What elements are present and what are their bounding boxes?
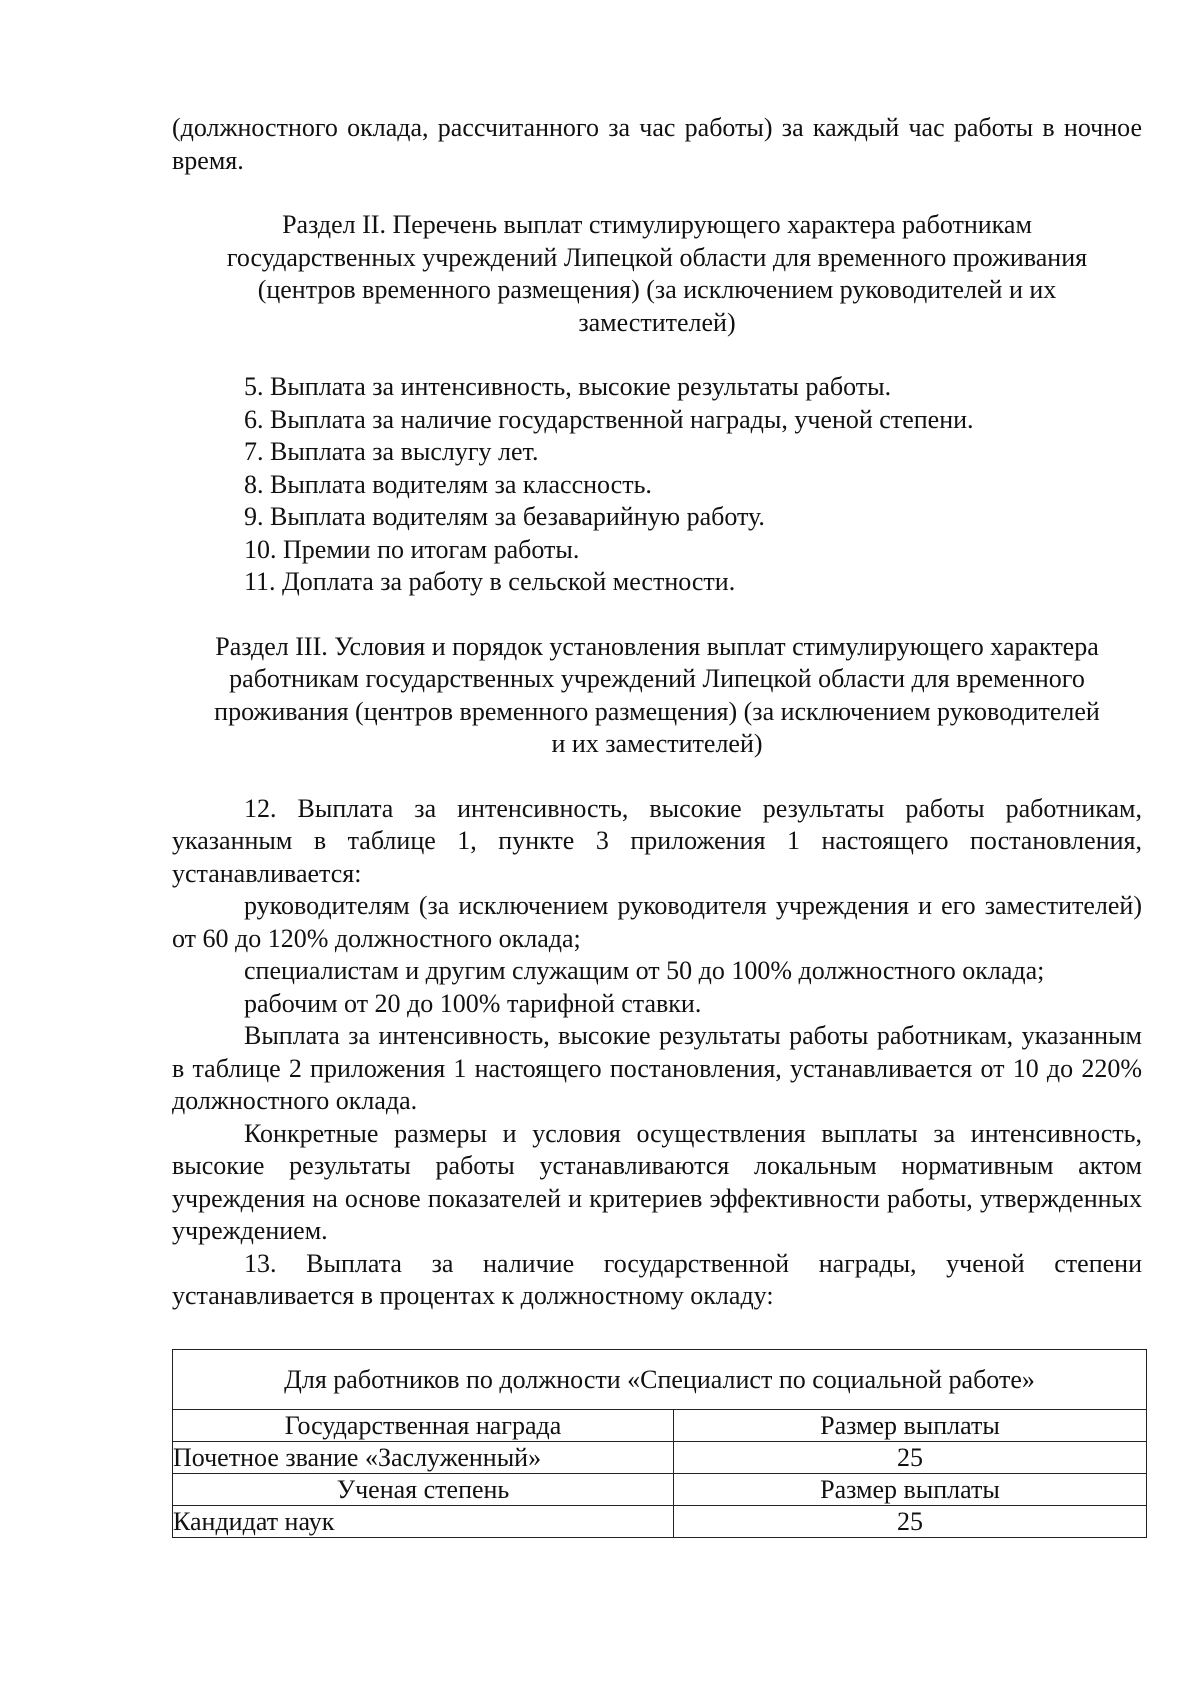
table-header-cell: Размер выплаты [674, 1410, 1147, 1442]
table-row [173, 1410, 1147, 1442]
table-header-cell: Ученая степень [173, 1474, 674, 1506]
spacer [172, 339, 1142, 371]
list-item: 10. Премии по итогам работы. [244, 534, 580, 564]
list-item: 9. Выплата водителям за безаварийную работу. [244, 502, 765, 531]
list-item: 8. Выплата водителям за классность. [244, 469, 652, 499]
award-table [172, 1349, 1147, 1538]
document-page [172, 112, 1142, 1313]
section-3-heading: Раздел III. Условия и порядок установления выплат стимулирующего характера работникам государственных учреждений Липецкой области для временного проживания (центров временного размещения) (за исключением руководителей и их заместителей) [214, 631, 1100, 758]
paragraph-specialists: специалистам и другим служащим от 50 до 100% должностного оклада; [244, 956, 1045, 985]
list-item: 7. Выплата за выслугу лет. [244, 437, 539, 466]
table-cell: 25 [674, 1506, 1147, 1538]
table-row [173, 1350, 1147, 1410]
list-item: 5. Выплата за интенсивность, высокие результаты работы. [244, 372, 892, 401]
table-cell: Кандидат наук [173, 1506, 674, 1538]
table-row [173, 1506, 1147, 1538]
spacer [172, 761, 1142, 793]
paragraph-workers: рабочим от 20 до 100% тарифной ставки. [244, 988, 702, 1018]
spacer [172, 177, 1142, 209]
list-item: 6. Выплата за наличие государственной награды, ученой степени. [244, 404, 974, 434]
table-title: Для работников по должности «Специалист по социальной работе» [173, 1350, 1147, 1410]
paragraph-local-act: Конкретные размеры и условия осуществления выплаты за интенсивность, высокие результаты работы устанавливаются локальным нормативным актом учреждения на основе показателей и критериев эффективности работы, утвержденных учреждением. [172, 1118, 1142, 1245]
section-2-list [172, 371, 1142, 599]
section-2-heading: Раздел II. Перечень выплат стимулирующего характера работникам государственных учреждений Липецкой области для временного проживания (центров временного размещения) (за исключением руководителей и их заместителей) [226, 210, 1088, 337]
spacer [172, 599, 1142, 631]
paragraph-table-2: Выплата за интенсивность, высокие результаты работы работникам, указанным в таблице 2 приложения 1 настоящего постановления, устанавливается от 10 до 220% должностного оклада. [172, 1021, 1142, 1115]
table-row [173, 1474, 1147, 1506]
paragraph-13: 13. Выплата за наличие государственной награды, ученой степени устанавливается в процентах к должностному окладу: [172, 1248, 1142, 1310]
table-cell: Почетное звание «Заслуженный» [173, 1442, 674, 1474]
list-item: 11. Доплата за работу в сельской местности. [244, 567, 736, 596]
table-row [173, 1442, 1147, 1474]
table-cell: 25 [674, 1442, 1147, 1474]
intro-paragraph: (должностного оклада, рассчитанного за час работы) за каждый час работы в ночное время. [172, 113, 1142, 175]
table-header-cell: Размер выплаты [674, 1474, 1147, 1506]
paragraph-managers: руководителям (за исключением руководителя учреждения и его заместителей) от 60 до 120% должностного оклада; [172, 891, 1142, 953]
paragraph-12: 12. Выплата за интенсивность, высокие результаты работы работникам, указанным в таблице 1, пункте 3 приложения 1 настоящего постановления, устанавливается: [172, 793, 1142, 888]
table-header-cell: Государственная награда [173, 1410, 674, 1442]
